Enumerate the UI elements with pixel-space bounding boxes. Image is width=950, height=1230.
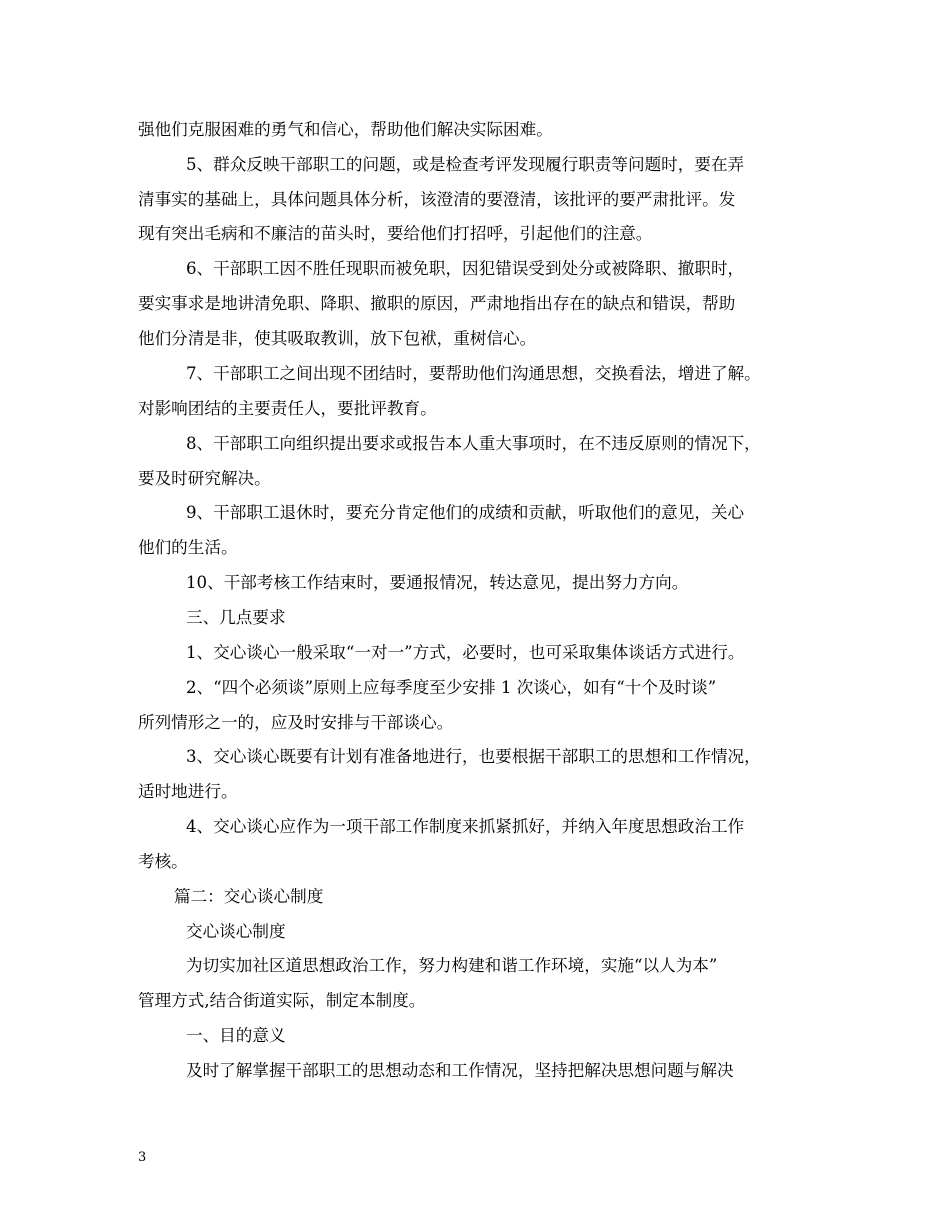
section-heading: 一、目的意义 (186, 1026, 286, 1045)
chapter-heading: 篇二：交心谈心制度 (174, 887, 324, 906)
text-line: 适时地进行。 (138, 782, 238, 801)
text-line: 对影响团结的主要责任人，要批评教育。 (138, 399, 437, 418)
text-line: 所列情形之一的，应及时安排与干部谈心。 (138, 713, 454, 732)
text-line: 强他们克服困难的勇气和信心，帮助他们解决实际困难。 (138, 120, 553, 139)
text-line: 考核。 (138, 852, 188, 871)
text-line: 7、干部职工之间出现不团结时，要帮助他们沟通思想，交换看法，增进了解。 (186, 364, 761, 383)
page-number: 3 (138, 1150, 147, 1165)
document-title: 交心谈心制度 (186, 922, 286, 941)
text-line: 3、交心谈心既要有计划有准备地进行，也要根据干部职工的思想和工作情况， (186, 747, 761, 766)
text-line: 及时了解掌握干部职工的思想动态和工作情况，坚持把解决思想问题与解决 (186, 1061, 734, 1080)
text-line: 6、干部职工因不胜任现职而被免职，因犯错误受到处分或被降职、撤职时， (186, 259, 745, 278)
text-line: 为切实加社区道思想政治工作，努力构建和谐工作环境，实施“以人为本” (186, 956, 718, 975)
text-line: 他们的生活。 (138, 538, 238, 557)
text-line: 5、群众反映干部职工的问题，或是检查考评发现履行职责等问题时，要在弄 (186, 155, 745, 174)
text-line: 10、干部考核工作结束时，要通报情况，转达意见，提出努力方向。 (186, 573, 689, 592)
text-line: 现有突出毛病和不廉洁的苗头时，要给他们打招呼，引起他们的注意。 (138, 224, 653, 243)
text-line: 2、“四个必须谈”原则上应每季度至少安排 1 次谈心，如有“十个及时谈” (186, 678, 717, 697)
text-line: 9、干部职工退休时，要充分肯定他们的成绩和贡献，听取他们的意见，关心 (186, 503, 745, 522)
text-line: 他们分清是非，使其吸取教训，放下包袱，重树信心。 (138, 329, 537, 348)
section-heading: 三、几点要求 (186, 608, 286, 627)
text-line: 8、干部职工向组织提出要求或报告本人重大事项时，在不违反原则的情况下， (186, 434, 761, 453)
text-line: 清事实的基础上，具体问题具体分析，该澄清的要澄清，该批评的要严肃批评。发 (138, 190, 736, 209)
text-line: 要及时研究解决。 (138, 469, 271, 488)
text-line: 1、交心谈心一般采取“一对一”方式，必要时，也可采取集体谈话方式进行。 (186, 643, 745, 662)
text-line: 4、交心谈心应作为一项干部工作制度来抓紧抓好，并纳入年度思想政治工作 (186, 817, 745, 836)
text-line: 管理方式,结合街道实际，制定本制度。 (138, 991, 426, 1010)
text-line: 要实事求是地讲清免职、降职、撤职的原因，严肃地指出存在的缺点和错误，帮助 (138, 294, 736, 313)
